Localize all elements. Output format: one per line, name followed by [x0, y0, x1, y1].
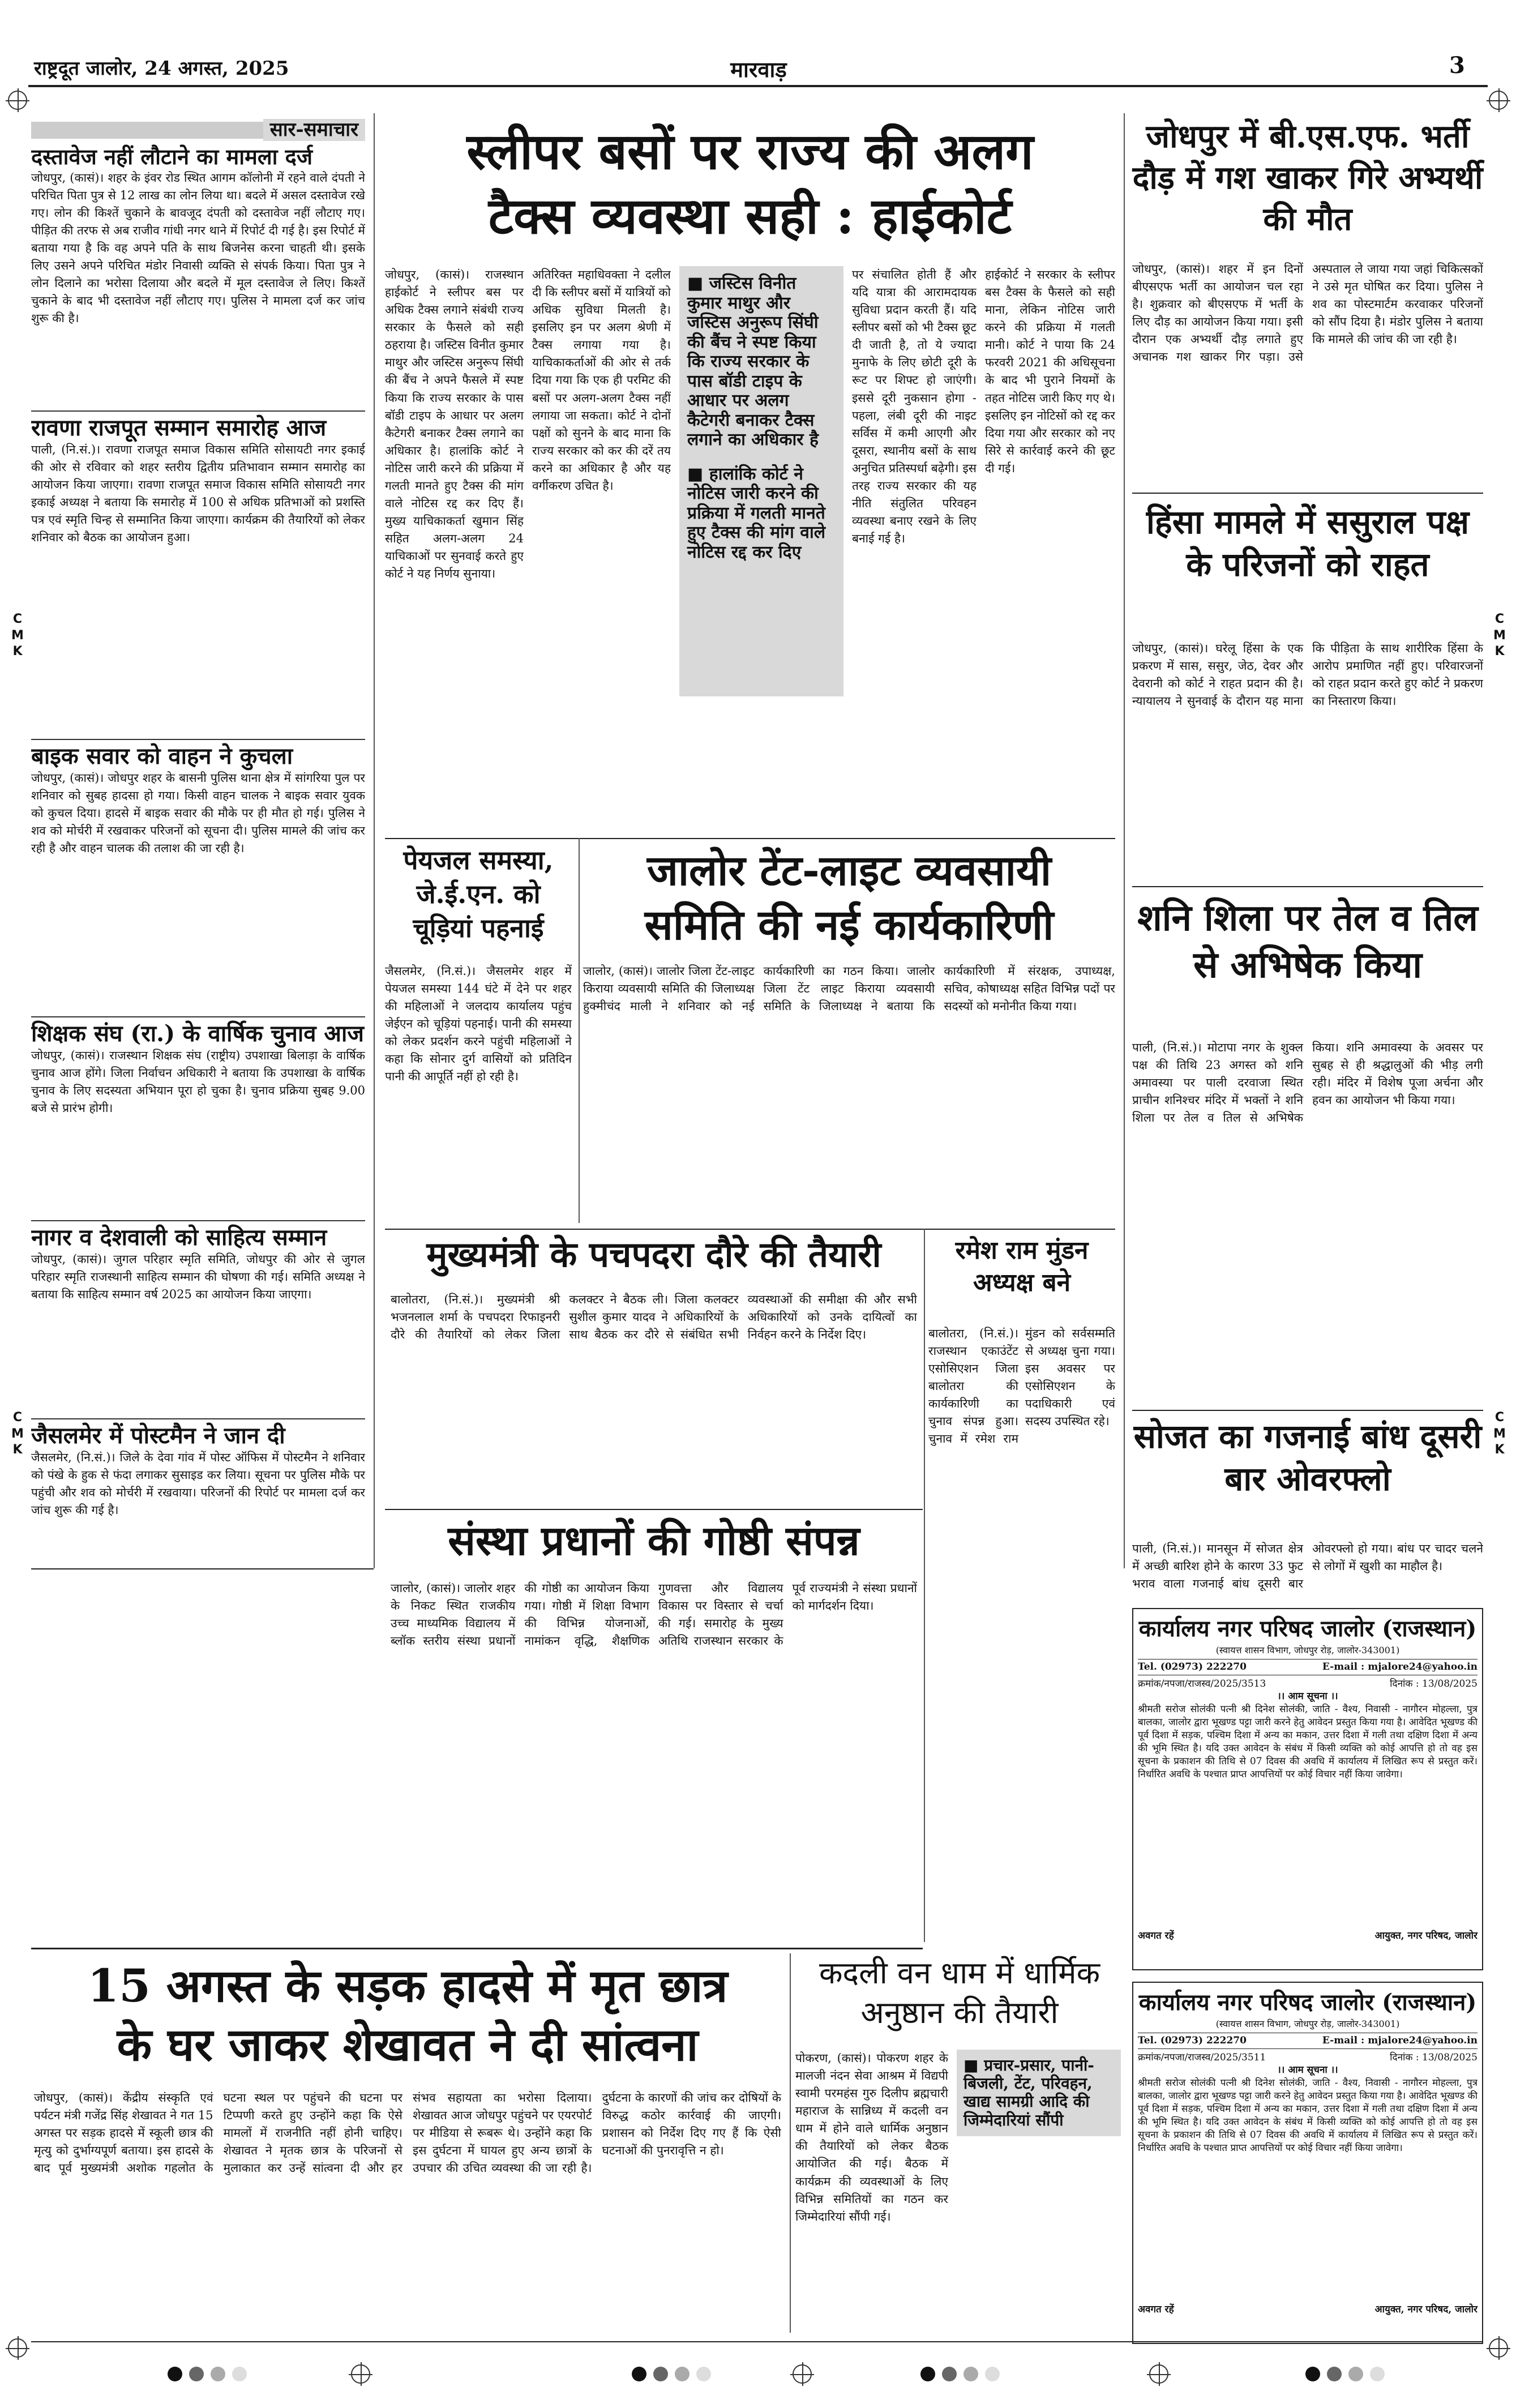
sidebar-article-text: जोधपुर, (कासं)। राजस्थान शिक्षक संघ (राष्ट्रीय) उपशाखा बिलाड़ा के वार्षिक चुनाव आज होंगे। जिला निर्वाचन अधिकारी ने बताया कि उपशाखा के वार्षिक चुनाव के लिए सदस्यता अभियान पूरा हो चुका है। चुनाव प्रक्रिया सुबह 9.00 बजे से प्रारंभ होगी। — [31, 1048, 365, 1115]
sidebar-article-text: जैसलमेर, (नि.सं.)। जिले के देवा गांव में पोस्ट ऑफिस में पोस्टमैन ने शनिवार को पंखे के हुक से फंदा लगाकर सुसाइड कर लिया। सूचना पर पुलिस मौके पर पहुंची और शव को मोर्चरी में रखवाया। परिजनों की रिपोर्ट पर मामला दर्ज कर जांच शुरू की गई है। — [31, 1450, 365, 1517]
section-rule — [1132, 493, 1483, 494]
section-rule — [385, 1229, 1115, 1230]
registration-mark-icon — [8, 2338, 27, 2358]
column-divider — [790, 1953, 791, 2333]
column-divider — [924, 1229, 925, 1942]
article-headline: रमेश राम मुंडन अध्यक्ष बने — [955, 1236, 1089, 1298]
lead-text: जोधपुर, (कासं)। राजस्थान हाईकोर्ट ने स्लीपर बस पर अधिक टैक्स लगाने संबंधी राज्य सरकार के फैसले को सही ठहराया है। जस्टिस विनीत कुमार माथुर और जस्टिस अनुरूप सिंघी की बैंच ने अपने फैसले में स्पष्ट किया कि राज्य सरकार के पास बॉडी टाइप के आधार पर अलग कैटेगरी बनाकर टैक्स लगाने का अधिकार है। हालांकि कोर्ट ने नोटिस जारी करने की प्रक्रिया में गलती मानते हुए टैक्स की मांग वाले नोटिस रद्द कर दिए हैं। मुख्य याचिकाकर्ता खुमान सिंह सहित अलग-अलग 24 याचिकाओं पर सुनवाई करते हुए कोर्ट ने यह निर्णय सुनाया। — [385, 268, 524, 581]
article-headline: कदली वन धाम में धार्मिक अनुष्ठान की तैयारी — [819, 1955, 1100, 2031]
article-text: पोकरण, (कासं)। पोकरण शहर के मालजी नंदन सेवा आश्रम में विद्यपी स्वामी परमहंस गुरु दिलीप ब्रह्मचारी महाराज के सान्निध्य में कदली वन धाम में होने वाले धार्मिक अनुष्ठान की तैयारियों को लेकर बैठक आयोजित की गई। बैठक में कार्यक्रम की व्यवस्थाओं के लिए विभिन्न समितियों का गठन कर जिम्मेदारियां सौंपी गई। — [795, 2051, 948, 2223]
article-text: बालोतरा, (नि.सं.)। मुख्यमंत्री श्री भजनलाल शर्मा के पचपदरा रिफाइनरी दौरे की तैयारियों को लेकर जिला कलक्टर ने बैठक ली। जिला कलक्टर सुशील कुमार यादव ने अधिकारियों के साथ बैठक कर दौरे से संबंधित सभी व्यवस्थाओं की समीक्षा की और सभी अधिकारियों को उनके दायित्वों का निर्वहन करने के निर्देश दिए। — [391, 1293, 917, 1342]
header-section: मारवाड़ — [730, 57, 787, 82]
cmk-marker: C M K — [11, 612, 24, 659]
registration-mark-icon — [1489, 91, 1508, 110]
cmk-marker: C M K — [1493, 1410, 1506, 1457]
article-text: पाली, (नि.सं.)। मोटापा नगर के शुक्ल पक्ष की तिथि 23 अगस्त को शनि अमावस्या पर पाली दरवाजा स्थित प्राचीन शनिश्चर मंदिर में भक्तों ने शनि शिला पर तेल व तिल से अभिषेक किया। शनि अमावस्या के अवसर पर सुबह से ही श्रद्धालुओं की भीड़ लगी रही। मंदिर में विशेष पूजा अर्चना और हवन का आयोजन भी किया गया। — [1132, 1041, 1483, 1125]
article-headline: संस्था प्रधानों की गोष्ठी संपन्न — [448, 1516, 860, 1564]
article-headline: शनि शिला पर तेल व तिल से अभिषेक किया — [1137, 897, 1478, 987]
footer-rule — [31, 2341, 1483, 2342]
article-headline: सोजत का गजनाई बांध दूसरी बार ओवरफ्लो — [1133, 1417, 1482, 1499]
article-headline: 15 अगस्त के सड़क हादसे में मृत छात्र के घर जाकर शेखावत ने दी सांत्वना — [87, 1959, 728, 2071]
article-headline: पेयजल समस्या, जे.ई.एन. को चूड़ियां पहनाई — [403, 845, 554, 943]
column-divider — [579, 838, 580, 1223]
lead-text: पर संचालित होती हैं और यदि यात्रा की आरामदायक सुविधा प्रदान करती हैं। यदि स्लीपर बसों को भी टैक्स छूट दी जाती है, तो ये ज्यादा मुनाफे के लिए छोटी दूरी के रूट पर शिफ्ट हो जाएंगी। इससे दूरी नुकसान होगा - पहला, लंबी दूरी की नाइट सर्विस में कमी आएगी और दूसरा, स्थानीय बसों के साथ अनुचित प्रतिस्पर्धा बढ़ेगी। इस तरह राज्य सरकार की यह नीति संतुलित परिवहन व्यवस्था बनाए रखने के लिए बनाई गई है। — [852, 268, 977, 546]
cmk-marker: C M K — [1493, 612, 1506, 659]
sidebar-article-title: दस्तावेज नहीं लौटाने का मामला दर्ज — [31, 144, 313, 170]
section-rule — [385, 838, 1115, 839]
article-text: जोधपुर, (कासं)। घरेलू हिंसा के एक प्रकरण में सास, ससुर, जेठ, देवर और देवरानी को कोर्ट ने राहत प्रदान की है। न्यायालय ने सुनवाई के दौरान यह माना कि पीड़िता के साथ शारीरिक हिंसा के आरोप प्रमाणित नहीं हुए। परिवारजनों को राहत प्रदान करते हुए कोर्ट ने प्रकरण का निस्तारण किया। — [1132, 641, 1483, 708]
article-headline: हिंसा मामले में ससुराल पक्ष के परिजनों को राहत — [1146, 503, 1470, 584]
header-rule — [28, 85, 1488, 87]
sidebar-article-title: बाइक सवार को वाहन ने कुचला — [31, 742, 293, 769]
registration-mark-icon — [8, 91, 27, 110]
section-rule — [385, 1509, 923, 1510]
lead-highlight-box: ■ जस्टिस विनीत कुमार माथुर और जस्टिस अनुरूप सिंघी की बैंच ने स्पष्ट किया कि राज्य सरकार के पास बॉडी टाइप के आधार पर अलग कैटेगरी बनाकर टैक्स लगाने का अधिकार है ■ हालांकि कोर्ट ने नोटिस जारी करने की प्रक्रिया में गलती मानते हुए टैक्स की मांग वाले नोटिस रद्द कर दिए — [679, 266, 843, 696]
section-rule — [31, 1948, 923, 1949]
lead-text: अतिरिक्त महाधिवक्ता ने दलील दी कि स्लीपर बसों में यात्रियों को अधिक सुविधा मिलती है। इसलिए इन पर अलग श्रेणी में टैक्स लगाया गया है। याचिकाकर्ताओं की ओर से तर्क दिया गया कि एक ही परमिट की बसों पर अलग-अलग टैक्स नहीं लगाया जा सकता। कोर्ट ने दोनों पक्षों को सुनने के बाद माना कि राज्य सरकार को कर की दरें तय करने का अधिकार है और यह वर्गीकरण उचित है। — [532, 268, 671, 493]
section-rule — [1132, 1410, 1483, 1411]
article-headline: जोधपुर में बी.एस.एफ. भर्ती दौड़ में गश खाकर गिरे अभ्यर्थी की मौत — [1132, 118, 1483, 238]
sidebar-article-title: नागर व देशवाली को साहित्य सम्मान — [31, 1224, 327, 1251]
column-divider — [374, 113, 375, 1568]
color-registration-dots — [917, 2367, 1003, 2384]
header-page-number: 3 — [1449, 52, 1465, 79]
sidebar-article-text: पाली, (नि.सं.)। रावणा राजपूत समाज विकास समिति सोसायटी नगर इकाई की ओर से रविवार को शहर स्तरीय द्वितीय प्रतिभावान सम्मान समारोह का आयोजन किया जाएगा। रावणा राजपूत समाज विकास समिति सोसायटी नगर इकाई अध्यक्ष ने बताया कि समारोह में 100 से अधिक प्रतिभाओं को प्रशस्ति पत्र एवं स्मृति चिन्ह से सम्मानित किया जाएगा। कार्यक्रम की तैयारियों को लेकर शनिवार को बैठक का आयोजन हुआ। — [31, 442, 365, 545]
color-registration-dots — [628, 2367, 714, 2384]
article-text: जोधपुर, (कासं)। केंद्रीय संस्कृति एवं पर्यटन मंत्री गजेंद्र सिंह शेखावत ने गत 15 अगस्त पर सड़क हादसे में स्कूली छात्र की मृत्यु को दुर्भाग्यपूर्ण बताया। इस हादसे के बाद पूर्व मुख्यमंत्री अशोक गहलोत के घटना स्थल पर पहुंचने की घटना पर टिप्पणी करते हुए उन्होंने कहा कि ऐसे मामलों में राजनीति नहीं होनी चाहिए। शेखावत ने मृतक छात्र के परिजनों से मुलाकात कर उन्हें सांत्वना दी और हर संभव सहायता का भरोसा दिलाया। शेखावत आज जोधपुर पहुंचने पर एयरपोर्ट पर मीडिया से रूबरू थे। उन्होंने कहा कि इस दुर्घटना में घायल हुए अन्य छात्रों के उपचार की उचित व्यवस्था की जा रही है। दुर्घटना के कारणों की जांच कर दोषियों के विरुद्ध कठोर कार्रवाई की जाएगी। प्रशासन को निर्देश दिए गए हैं कि ऐसी घटनाओं की पुनरावृत्ति न हो। — [34, 2091, 781, 2175]
sidebar-article-text: जोधपुर, (कासं)। जुगल परिहार स्मृति समिति, जोधपुर की ओर से जुगल परिहार स्मृति राजस्थानी साहित्य सम्मान की घोषणा की गई। समिति अध्यक्ष ने बताया कि साहित्य सम्मान वर्ष 2025 का आयोजन किया जाएगा। — [31, 1252, 365, 1301]
article-text: पाली, (नि.सं.)। मानसून में सोजत क्षेत्र में अच्छी बारिश होने के कारण 33 फुट भराव वाला गजनाई बांध दूसरी बार ओवरफ्लो हो गया। बांध पर चादर चलने से लोगों में खुशी का माहौल है। — [1132, 1542, 1483, 1591]
article-text: जैसलमेर, (नि.सं.)। जैसलमेर शहर में पेयजल समस्या 144 घंटे में देने पर शहर की महिलाओं ने जलदाय कार्यालय पहुंच जेईएन को चूड़ियां पहनाई। पानी की समस्या को लेकर प्रदर्शन करने पहुंची महिलाओं ने कहा कि सोनार दुर्ग वासियों को प्रतिदिन पानी की आपूर्ति नहीं हो रही है। — [385, 964, 572, 1084]
registration-mark-icon — [1489, 2338, 1508, 2358]
article-text: जालोर, (कासं)। जालोर शहर के निकट स्थित राजकीय उच्च माध्यमिक विद्यालय में ब्लॉक स्तरीय संस्था प्रधानों की गोष्ठी का आयोजन किया गया। गोष्ठी में शिक्षा विभाग की विभिन्न योजनाओं, नामांकन वृद्धि, शैक्षणिक गुणवत्ता और विद्यालय विकास पर विस्तार से चर्चा की गई। समारोह के मुख्य अतिथि राजस्थान सरकार के पूर्व राज्यमंत्री ने संस्था प्रधानों को मार्गदर्शन दिया। — [391, 1581, 917, 1648]
lead-text: हाईकोर्ट ने सरकार के स्लीपर बस टैक्स के फैसले को सही माना, लेकिन नोटिस जारी करने की प्रक्रिया में गलती मानी। कोर्ट ने पाया कि 24 फरवरी 2021 की अधिसूचना के बाद भी पुराने नियमों के तहत नोटिस जारी किए गए थे। इसलिए इन नोटिसों को रद्द कर दिया गया और सरकार को नए सिरे से कार्रवाई करने की छूट दी गई। — [985, 268, 1115, 475]
lead-headline: स्लीपर बसों पर राज्य की अलग टैक्स व्यवस्था सही : हाईकोर्ट — [466, 122, 1034, 246]
section-rule — [1132, 886, 1483, 887]
sidebar-article-text: जोधपुर, (कासं)। शहर के इंवर रोड स्थित आगम कॉलोनी में रहने वाले दंपती ने परिचित पिता पुत्र से 12 लाख का लोन लिया था। बदले में असल दस्तावेज रखे गए। लोन की किश्तें चुकाने के बावजूद दंपती को दस्तावेज नहीं लौटाए गए। पीड़ित की तरफ से अब राजीव गांधी नगर थाने में रिपोर्ट दी गई है। इस रिपोर्ट में बताया गया है कि वह अपने पति के साथ बिजनेस करना चाहती थी। इसके लिए उसने अपने परिचित मंडोर निवासी व्यक्ति से संपर्क किया। पिता पुत्र ने लोन दिलाने का भरोसा दिलाया और बदले में मूल दस्तावेज ले लिए। किश्तें चुकाने के बाद भी दस्तावेज नहीं लौटाए गए। पुलिस ने मामला दर्ज कर जांच शुरू की है। — [31, 170, 365, 326]
sidebar-article-text: जोधपुर, (कासं)। जोधपुर शहर के बासनी पुलिस थाना क्षेत्र में सांगरिया पुल पर शनिवार को सुबह हादसा हो गया। किसी वाहन चालक ने बाइक सवार युवक को कुचल दिया। हादसे में बाइक सवार की मौके पर ही मौत हो गई। पुलिस ने शव को मोर्चरी में रखवाकर परिजनों को सूचना दी। पुलिस मामले की जांच कर रही है और वाहन चालक की तलाश की जा रही है। — [31, 771, 365, 856]
article-text: जालोर, (कासं)। जालोर जिला टेंट-लाइट किराया व्यवसायी समिति की जिलाध्यक्ष हुक्मीचंद माली ने शनिवार को नई कार्यकारिणी का गठन किया। जालोर जिला टेंट लाइट किराया व्यवसायी समिति के जिलाध्यक्ष ने बताया कि कार्यकारिणी में संरक्षक, उपाध्यक्ष, सचिव, कोषाध्यक्ष सहित विभिन्न पदों पर सदस्यों को मनोनीत किया गया। — [583, 964, 1115, 1013]
sidebar-article-title: जैसलमेर में पोस्टमैन ने जान दी — [31, 1422, 285, 1449]
registration-mark-icon — [1149, 2364, 1168, 2384]
public-notice: कार्यालय नगर परिषद जालोर (राजस्थान) (स्वायत्त शासन विभाग, जोधपुर रोड़, जालोर-343001) Tel. (02973) 222270 E-mail : mjalore24@yahoo.in क्रमांक/नपजा/राजस्व/2025/3511 दिनांक : 13/08/2025 ।। आम सूचना ।। श्रीमती सरोज सोलंकी पत्नी श्री दिनेश सोलंकी, जाति - वैश्य, निवासी - नागौरन मोहल्ला, पुत्र बालका, जालोर द्वारा भूखण्ड पट्टा जारी करने हेतु आवेदन प्रस्तुत किया गया है। आवेदित भूखण्ड की पूर्व दिशा में सड़क, पश्चिम दिशा में अन्य का मकान, उत्तर दिशा में गली तथा दक्षिण दिशा में अन्य की भूमि स्थित है। यदि उक्त आवेदन के संबंध में किसी व्यक्ति को कोई आपत्ति हो तो वह इस सूचना के प्रकाशन की तिथि से 07 दिवस की अवधि में कार्यालय में लिखित रूप से प्रस्तुत करें। निर्धारित अवधि के पश्चात प्राप्त आपत्तियों पर कोई विचार नहीं किया जावेगा। अवगत रहें आयुक्त, नगर परिषद, जालोर — [1132, 1982, 1483, 2344]
sidebar-article-title: शिक्षक संघ (रा.) के वार्षिक चुनाव आज — [31, 1020, 364, 1047]
article-headline: मुख्यमंत्री के पचपदरा दौरे की तैयारी — [426, 1234, 881, 1275]
cmk-marker: C M K — [11, 1410, 24, 1457]
article-text: जोधपुर, (कासं)। शहर में इन दिनों बीएसएफ भर्ती का आयोजन चल रहा है। शुक्रवार को बीएसएफ में भर्ती के लिए दौड़ का आयोजन किया गया। इसी दौरान एक अभ्यर्थी दौड़ लगाते हुए अचानक गश खाकर गिर पड़ा। उसे अस्पताल ले जाया गया जहां चिकित्सकों ने उसे मृत घोषित कर दिया। पुलिस ने शव का पोस्टमार्टम करवाकर परिजनों को सौंप दिया है। मंडोर पुलिस ने बताया कि मामले की जांच की जा रही है। — [1132, 262, 1483, 364]
article-headline: जालोर टेंट-लाइट व्यवसायी समिति की नई कार्यकारिणी — [644, 846, 1054, 950]
section-rule — [31, 1568, 374, 1569]
public-notice: कार्यालय नगर परिषद जालोर (राजस्थान) (स्वायत्त शासन विभाग, जोधपुर रोड़, जालोर-343001) Tel. (02973) 222270 E-mail : mjalore24@yahoo.in क्रमांक/नपजा/राजस्व/2025/3513 दिनांक : 13/08/2025 ।। आम सूचना ।। श्रीमती सरोज सोलंकी पत्नी श्री दिनेश सोलंकी, जाति - वैश्य, निवासी - नागौरन मोहल्ला, पुत्र बालका, जालोर द्वारा भूखण्ड पट्टा जारी करने हेतु आवेदन प्रस्तुत किया गया है। आवेदित भूखण्ड की पूर्व दिशा में सड़क, पश्चिम दिशा में अन्य का मकान, उत्तर दिशा में गली तथा दक्षिण दिशा में अन्य की भूमि स्थित है। यदि उक्त आवेदन के संबंध में किसी व्यक्ति को कोई आपत्ति हो तो वह इस सूचना के प्रकाशन की तिथि से 07 दिवस की अवधि में कार्यालय में लिखित रूप से प्रस्तुत करें। निर्धारित अवधि के पश्चात प्राप्त आपत्तियों पर कोई विचार नहीं किया जावेगा। अवगत रहें आयुक्त, नगर परिषद, जालोर — [1132, 1608, 1483, 1970]
highlight-box: ■ प्रचार-प्रसार, पानी-बिजली, टेंट, परिवहन, खाद्य सामग्री आदि की जिम्मेदारियां सौंपी — [957, 2050, 1121, 2136]
sidebar-news-column — [31, 119, 365, 1568]
column-divider — [1124, 113, 1125, 1568]
sidebar-label: सार-समाचार — [263, 119, 365, 141]
header-edition: राष्ट्रदूत जालोर, 24 अगस्त, 2025 — [34, 57, 289, 80]
article-text: बालोतरा, (नि.सं.)। राजस्थान एकाउंटेंट एसोसिएशन जिला बालोतरा की कार्यकारिणी का चुनाव संपन्न हुआ। चुनाव में रमेश राम मुंडन को सर्वसम्मति से अध्यक्ष चुना गया। इस अवसर पर एसोसिएशन के पदाधिकारी एवं सदस्य उपस्थित रहे। — [928, 1327, 1115, 1446]
registration-mark-icon — [793, 2364, 812, 2384]
color-registration-dots — [1302, 2367, 1388, 2384]
sidebar-article-title: रावणा राजपूत सम्मान समारोह आज — [31, 414, 327, 441]
registration-mark-icon — [351, 2364, 370, 2384]
color-registration-dots — [164, 2367, 250, 2384]
